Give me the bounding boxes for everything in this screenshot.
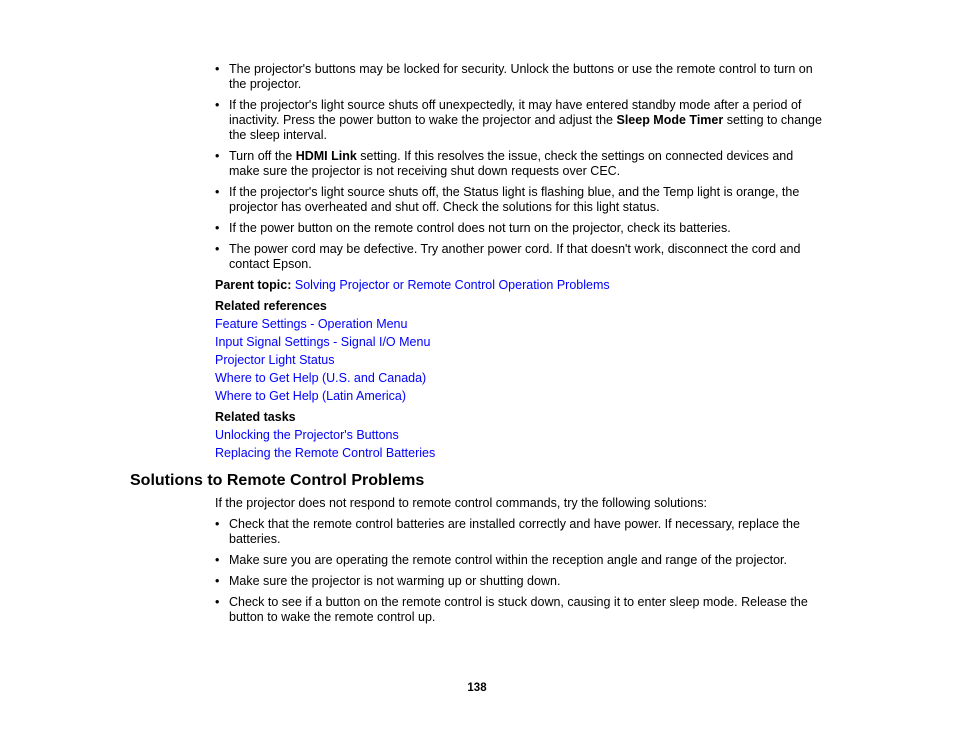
list-item — [215, 98, 825, 143]
list-item — [215, 149, 825, 179]
parent-topic-link[interactable]: Solving Projector or Remote Control Operation Problems — [294, 278, 610, 292]
related-references-heading: Related references — [215, 299, 327, 313]
related-reference-link[interactable]: Where to Get Help (Latin America) — [215, 389, 407, 403]
list-item-text: If the projector's light source shuts off, the Status light is flashing blue, and the Temp light is orange, the projector has overheated and shut off. Check the solutions for this light status. — [229, 185, 800, 214]
list-item-text: If the power button on the remote control does not turn on the projector, check its batteries. — [229, 221, 731, 235]
troubleshooting-bullet-list — [215, 62, 825, 272]
bullet-icon: • — [215, 221, 220, 235]
list-item-text: If the projector's light source shuts off unexpectedly, it may have entered standby mode after a period of inactivity. Press the power button to wake the projector and adjust the — [229, 98, 802, 127]
bullet-icon: • — [215, 242, 220, 256]
bullet-icon: • — [215, 517, 220, 531]
list-item-text: Check to see if a button on the remote control is stuck down, causing it to enter sleep mode. Release the button to wake the remote control up. — [229, 595, 808, 624]
list-item-text: setting. If this resolves the issue, check the settings on connected devices and make sure the projector is not receiving shut down requests over CEC. — [229, 149, 794, 178]
list-item-text: Make sure you are operating the remote control within the reception angle and range of the projector. — [229, 553, 787, 567]
remote-solutions-list — [215, 517, 825, 625]
bullet-icon: • — [215, 574, 220, 588]
list-item — [215, 242, 825, 272]
section-intro: If the projector does not respond to remote control commands, try the following solutions: — [215, 496, 707, 510]
related-reference-link[interactable]: Where to Get Help (U.S. and Canada) — [215, 371, 427, 385]
list-item — [215, 221, 825, 236]
parent-topic-label: Parent topic: — [215, 278, 292, 292]
bullet-icon: • — [215, 595, 220, 609]
list-item — [215, 553, 825, 568]
list-item-text: Turn off the — [229, 149, 296, 163]
list-item — [215, 185, 825, 215]
list-item — [215, 62, 825, 92]
list-item-text: The power cord may be defective. Try another power cord. If that doesn't work, disconnect the cord and contact Epson. — [229, 242, 801, 271]
related-tasks-list — [215, 428, 825, 461]
list-item-text: setting to change the sleep interval. — [229, 113, 822, 142]
upper-content — [215, 62, 825, 464]
related-task-link[interactable]: Replacing the Remote Control Batteries — [215, 446, 436, 460]
related-reference-link[interactable]: Feature Settings - Operation Menu — [215, 317, 408, 331]
list-item-text: Check that the remote control batteries are installed correctly and have power. If necessary, replace the batteries. — [229, 517, 800, 546]
list-item — [215, 595, 825, 625]
related-tasks-heading: Related tasks — [215, 410, 296, 424]
remote-control-section — [215, 496, 825, 631]
related-task-link[interactable]: Unlocking the Projector's Buttons — [215, 428, 399, 442]
bullet-icon: • — [215, 149, 220, 163]
related-reference-link[interactable]: Projector Light Status — [215, 353, 335, 367]
bullet-icon: • — [215, 98, 220, 112]
list-item-text: Make sure the projector is not warming up or shutting down. — [229, 574, 561, 588]
related-reference-link[interactable]: Input Signal Settings - Signal I/O Menu — [215, 335, 431, 349]
list-item — [215, 517, 825, 547]
list-item-text: The projector's buttons may be locked for security. Unlock the buttons or use the remote control to turn on the projector. — [229, 62, 813, 91]
bullet-icon: • — [215, 62, 220, 76]
setting-name: HDMI Link — [295, 149, 357, 163]
setting-name: Sleep Mode Timer — [616, 113, 724, 127]
list-item — [215, 574, 825, 589]
bullet-icon: • — [215, 185, 220, 199]
section-heading: Solutions to Remote Control Problems — [130, 472, 425, 489]
bullet-icon: • — [215, 553, 220, 567]
related-references-list — [215, 317, 825, 404]
page-number: 138 — [467, 682, 487, 694]
parent-topic — [215, 278, 825, 293]
